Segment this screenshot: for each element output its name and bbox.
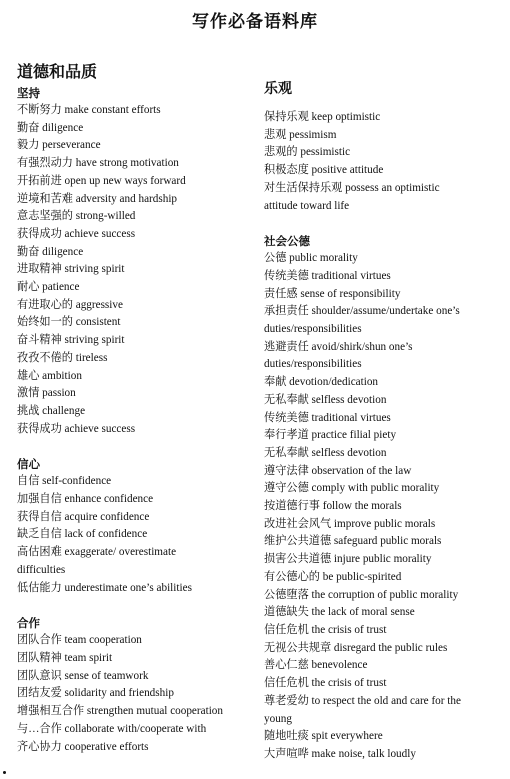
list-item: 保持乐观 keep optimistic (264, 111, 381, 123)
list-item: 勤奋 diligence (17, 121, 84, 134)
confidence-list (17, 473, 257, 597)
list-item: 道德缺失 the lack of moral sense (264, 606, 415, 619)
spacer (17, 438, 257, 455)
right-column (264, 79, 508, 764)
list-item: 齐心协力 cooperative efforts (17, 740, 149, 753)
list-item: 有进取心的 aggressive (17, 298, 123, 311)
list-item: difficulties (17, 563, 66, 576)
list-item: 激情 passion (17, 387, 76, 400)
list-item: 获得成功 achieve success (17, 422, 136, 435)
list-item: 奉行孝道 practice filial piety (264, 429, 397, 442)
list-item: 不断努力 make constant efforts (17, 104, 161, 116)
optimism-list (264, 109, 508, 215)
list-item: 对生活保持乐观 possess an optimistic (264, 181, 440, 194)
list-item: 雄心 ambition (17, 369, 82, 382)
list-item: 挑战 challenge (17, 404, 86, 417)
list-item: 团队合作 team cooperation (17, 634, 142, 647)
list-item: 无视公共规章 disregard the public rules (264, 641, 448, 654)
list-item: 缺乏自信 lack of confidence (17, 528, 148, 541)
page-marker-dot (3, 771, 6, 774)
list-item: 勤奋 diligence (17, 245, 84, 258)
list-item: 随地吐痰 spit everywhere (264, 730, 383, 743)
list-item: 传统美德 traditional virtues (264, 269, 391, 282)
spacer (264, 215, 508, 232)
list-item: 逆境和苦难 adversity and hardship (17, 192, 178, 205)
list-item: 有强烈动力 have strong motivation (17, 157, 179, 170)
list-item: 开拓前进 open up new ways forward (17, 174, 186, 187)
public-morality-list (264, 250, 508, 763)
list-item: 信任危机 the crisis of trust (264, 623, 387, 636)
list-item: 传统美德 traditional virtues (264, 411, 391, 424)
list-item: 积极态度 positive attitude (264, 164, 384, 177)
list-item: 获得自信 acquire confidence (17, 510, 150, 523)
list-item: 遵守法律 observation of the law (264, 464, 412, 477)
list-item: 按道德行事 follow the morals (264, 500, 402, 513)
left-column (17, 60, 257, 756)
subheading-confidence: 信心 (17, 457, 40, 472)
list-item: 奋斗精神 striving spirit (17, 334, 125, 347)
list-item: attitude toward life (264, 199, 350, 212)
list-item: 维护公共道德 safeguard public morals (264, 535, 442, 548)
subheading-optimism: 乐观 (264, 81, 292, 97)
persistence-list (17, 102, 257, 438)
list-item: duties/responsibilities (264, 323, 362, 336)
list-item: 毅力 perseverance (17, 139, 101, 152)
subheading-persistence: 坚持 (17, 86, 40, 100)
cooperation-list (17, 632, 257, 756)
list-item: 公德 public morality (264, 252, 358, 265)
list-item: 孜孜不倦的 tireless (17, 351, 108, 364)
list-item: 责任感 sense of responsibility (264, 287, 401, 300)
list-item: 获得成功 achieve success (17, 227, 136, 240)
subheading-public-morality: 社会公德 (264, 234, 310, 249)
list-item: 善心仁慈 benevolence (264, 659, 368, 672)
list-item: 无私奉献 selfless devotion (264, 446, 387, 459)
page-title: 写作必备语料库 (192, 12, 318, 32)
list-item: 增强相互合作 strengthen mutual cooperation (17, 705, 223, 718)
list-item: 低估能力 underestimate one’s abilities (17, 581, 192, 594)
list-item: 悲观 pessimism (264, 128, 337, 141)
list-item: 损害公共道德 injure public morality (264, 553, 432, 566)
list-item: 进取精神 striving spirit (17, 263, 125, 276)
list-item: 团队精神 team spirit (17, 651, 113, 664)
list-item: 承担责任 shoulder/assume/undertake one’s (264, 305, 460, 318)
list-item: 逃避责任 avoid/shirk/shun one’s (264, 340, 413, 353)
section-heading-morality: 道德和品质 (17, 62, 98, 81)
list-item: 遵守公德 comply with public morality (264, 482, 440, 495)
list-item: 团结友爱 solidarity and friendship (17, 687, 174, 700)
list-item: 自信 self-confidence (17, 475, 112, 488)
list-item: 尊老爱幼 to respect the old and care for the (264, 694, 461, 707)
list-item: 改进社会风气 improve public morals (264, 517, 436, 530)
list-item: 无私奉献 selfless devotion (264, 393, 387, 406)
list-item: 高估困难 exaggerate/ overestimate (17, 546, 177, 559)
list-item: 始终如一的 consistent (17, 316, 121, 329)
list-item: 与…合作 collaborate with/cooperate with (17, 722, 207, 735)
list-item: 悲观的 pessimistic (264, 146, 351, 159)
list-item: 加强自信 enhance confidence (17, 493, 154, 506)
list-item: 有公德心的 be public-spirited (264, 570, 402, 583)
list-item: 大声喧哗 make noise, talk loudly (264, 747, 416, 760)
list-item: 团队意识 sense of teamwork (17, 669, 149, 682)
list-item: duties/responsibilities (264, 358, 362, 371)
list-item: 耐心 patience (17, 281, 80, 294)
list-item: young (264, 712, 292, 725)
subheading-cooperation: 合作 (17, 616, 40, 631)
spacer (17, 597, 257, 614)
list-item: 意志坚强的 strong-willed (17, 210, 136, 223)
list-item: 公德堕落 the corruption of public morality (264, 588, 459, 601)
list-item: 奉献 devotion/dedication (264, 376, 379, 389)
list-item: 信任危机 the crisis of trust (264, 677, 387, 690)
